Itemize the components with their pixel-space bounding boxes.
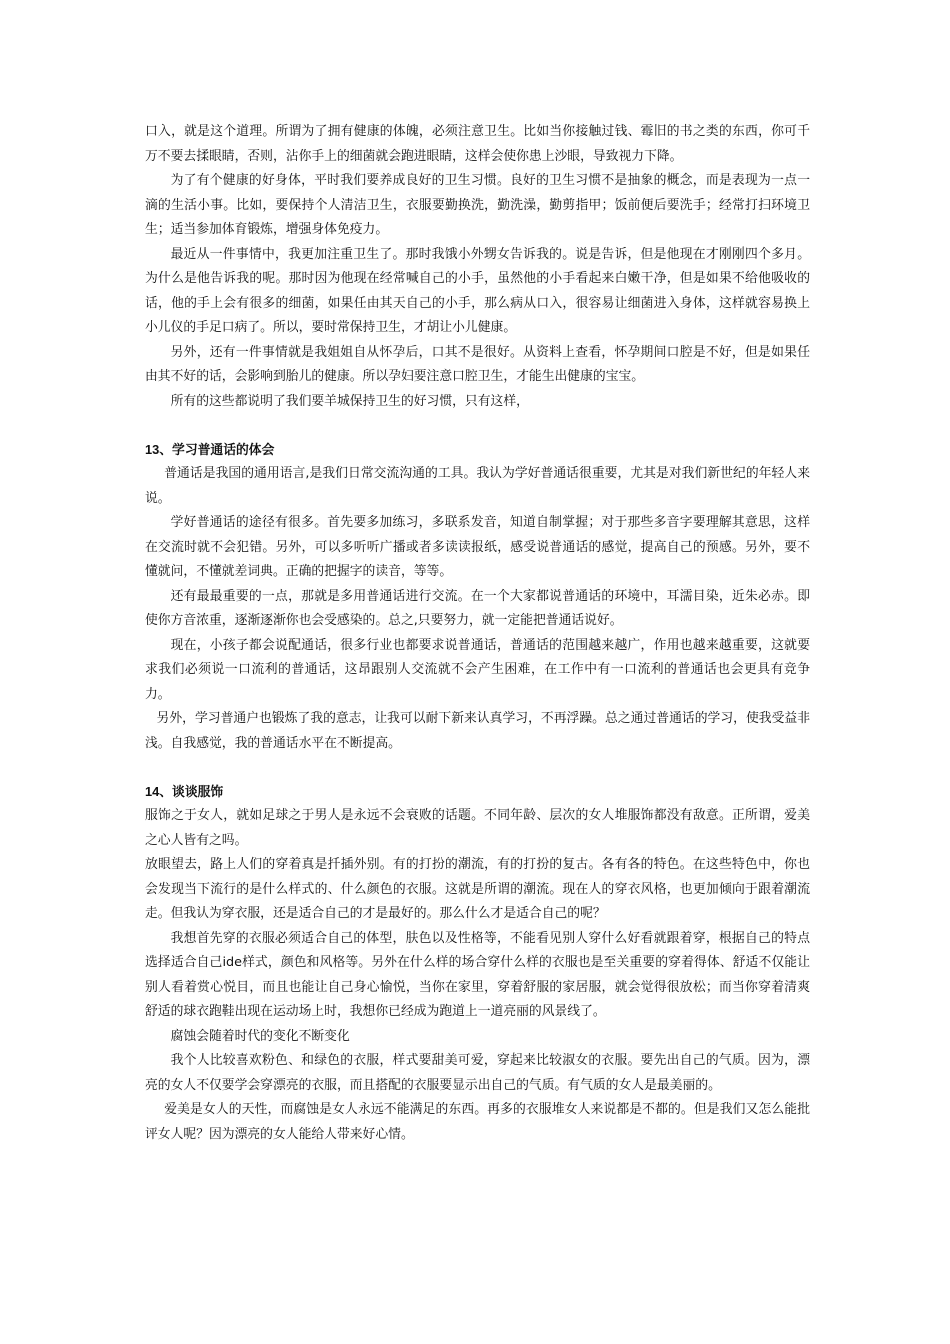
- section-13-paragraph-5: 另外，学习普通户也锻炼了我的意志，让我可以耐下新来认真学习，不再浮躁。总之通过普通话的学习，使我受益非浅。自我感觉，我的普通话水平在不断提高。: [145, 711, 810, 751]
- section-14-paragraph-3: 我想首先穿的衣服必须适合自己的体型，肤色以及性格等，不能看见别人穿什么好看就跟着穿，根据自己的特点选择适合自己ide样式，颜色和风格等。另外在什么样的场合穿什么样的衣服也是至关重要的穿着得体、舒适不仅能让别人看着赏心悦目，而且也能让自己身心愉悦，当你在家里，穿着舒服的家居服，就会觉得很放松；而当你穿着清爽舒适的球衣跑鞋出现在运动场上时，我想你已经成为跑道上一道亮丽的风景线了。: [145, 930, 810, 1019]
- section-13-paragraph-3: 还有最最重要的一点，那就是多用普通话进行交流。在一个大家都说普通话的环境中，耳濡目染，近朱必赤。即使你方音浓重，逐渐逐渐你也会受感染的。总之,只要努力，就一定能把普通话说好。: [145, 588, 810, 628]
- section-spacer: [145, 756, 810, 780]
- section-14-title: 14、谈谈服饰: [145, 784, 224, 799]
- intro-paragraph-1: 口入，就是这个道理。所谓为了拥有健康的体魄，必须注意卫生。比如当你接触过钱、霉旧的书之类的东西，你可千万不要去揉眼睛，否则，沾你手上的细菌就会跑进眼睛，这样会使你患上沙眼，导致视力下降。: [145, 124, 810, 164]
- section-13-title: 13、学习普通话的体会: [145, 442, 275, 457]
- intro-paragraph-4: 另外，还有一件事情就是我姐姐自从怀孕后，口其不是很好。从资料上查看，怀孕期间口腔是不好，但是如果任由其不好的话，会影响到胎儿的健康。所以孕妇要注意口腔卫生，才能生出健康的宝宝。: [145, 344, 810, 384]
- section-14-paragraph-2: 放眼望去，路上人们的穿着真是扦插外别。有的打扮的潮流，有的打扮的复古。各有各的特色。在这些特色中，你也会发现当下流行的是什么样式的、什么颜色的衣服。这就是所谓的潮流。现在人的穿衣风格，也更加倾向于跟着潮流走。但我认为穿衣服，还是适合自己的才是最好的。那么什么才是适合自己的呢？: [145, 857, 810, 921]
- section-14-paragraph-1: 服饰之于女人，就如足球之于男人是永远不会衰败的话题。不同年龄、层次的女人堆服饰都没有敌意。正所谓，爱美之心人皆有之吗。: [145, 808, 810, 848]
- section-spacer: [145, 414, 810, 438]
- section-14-paragraph-6: 爱美是女人的天性，而腐蚀是女人永远不能满足的东西。再多的衣服堆女人来说都是不都的。但是我们又怎么能批评女人呢？因为漂亮的女人能给人带来好心情。: [145, 1102, 810, 1142]
- intro-paragraph-2: 为了有个健康的好身体，平时我们要养成良好的卫生习惯。良好的卫生习惯不是抽象的概念，而是表现为一点一滴的生活小事。比如，要保持个人清洁卫生，衣服要勤换洗，勤洗澡，勤剪指甲；饭前便后要洗手；经常打扫环境卫生；适当参加体育锻炼，增强身体免疫力。: [145, 173, 810, 237]
- document-body: [145, 120, 810, 1147]
- section-13-paragraph-2: 学好普通话的途径有很多。首先要多加练习，多联系发音，知道自制掌握；对于那些多音字要理解其意思，这样在交流时就不会犯错。另外，可以多听听广播或者多读读报纸，感受说普通话的感觉，提高自己的预感。另外，要不懂就问，不懂就差词典。正确的把握字的读音，等等。: [145, 515, 810, 579]
- intro-paragraph-5: 所有的这些都说明了我们要羊城保持卫生的好习惯，只有这样，: [170, 393, 529, 409]
- section-13-paragraph-4: 现在，小孩子都会说配通话，很多行业也都要求说普通话，普通话的范围越来越广，作用也越来越重要，这就要求我们必须说一口流利的普通话，这昂跟别人交流就不会产生困难，在工作中有一口流利的普通话也会更具有竞争力。: [145, 637, 810, 702]
- intro-paragraph-3: 最近从一件事情中，我更加注重卫生了。那时我饿小外甥女告诉我的。说是告诉，但是他现在才刚刚四个多月。为什么是他告诉我的呢。那时因为他现在经常喊自己的小手，虽然他的小手看起来白嫩干净，但是如果不给他吸收的话，他的手上会有很多的细菌，如果任由其天自己的小手，那么病从口入，很容易让细菌进入身体，这样就容易换上小儿仪的手足口病了。所以，要时常保持卫生，才胡让小儿健康。: [145, 246, 810, 335]
- section-14-paragraph-5: 我个人比较喜欢粉色、和绿色的衣服，样式要甜美可爱，穿起来比较淑女的衣服。要先出自己的气质。因为，漂亮的女人不仅要学会穿漂亮的衣服，而且搭配的衣服要显示出自己的气质。有气质的女人是最美丽的。: [145, 1053, 810, 1093]
- section-14-paragraph-4: 腐蚀会随着时代的变化不断变化: [170, 1028, 350, 1044]
- section-13-paragraph-1: 普通话是我国的通用语言,是我们日常交流沟通的工具。我认为学好普通话很重要，尤其是对我们新世纪的年轻人来说。: [145, 466, 810, 506]
